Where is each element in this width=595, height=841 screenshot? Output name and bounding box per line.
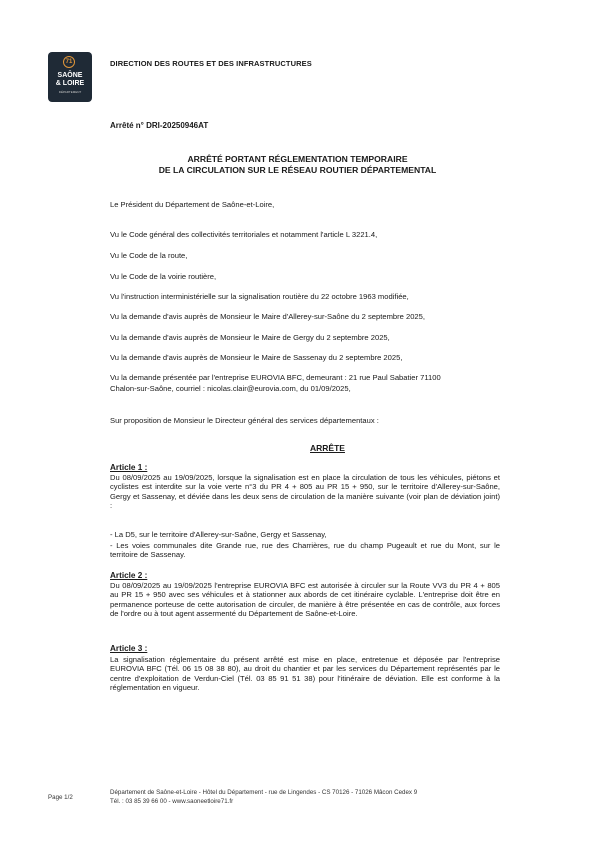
article1-heading: Article 1 : [110, 463, 148, 472]
visa-line: Vu l'instruction interministérielle sur la signalisation routière du 22 octobre 1963 modifiée, [110, 292, 409, 301]
visa-line: Vu le Code général des collectivités territoriales et notamment l'article L 3221.4, [110, 230, 378, 239]
footer-contact: Tél. : 03 85 39 66 00 - www.saoneetloire71.fr [110, 798, 234, 805]
footer-address: Département de Saône-et-Loire - Hôtel du Département - rue de Lingendes - CS 70126 - 71026 Mâcon Cedex 9 [110, 789, 418, 796]
visa-line: Vu la demande d'avis auprès de Monsieur le Maire de Gergy du 2 septembre 2025, [110, 333, 390, 342]
logo-mark-icon: 71 [63, 56, 75, 68]
direction-header: DIRECTION DES ROUTES ET DES INFRASTRUCTURES [110, 59, 312, 68]
decree-reference: Arrêté n° DRI-20250946AT [110, 121, 209, 130]
title-line2: DE LA CIRCULATION SUR LE RÉSEAU ROUTIER DÉPARTEMENTAL [158, 165, 437, 175]
request-line2: Chalon-sur-Saône, courriel : nicolas.clair@eurovia.com, du 01/09/2025, [110, 384, 351, 393]
article3-heading: Article 3 : [110, 644, 148, 653]
intro-line: Le Président du Département de Saône-et-Loire, [110, 200, 275, 209]
request-line1: Vu la demande présentée par l'entreprise EUROVIA BFC, demeurant : 21 rue Paul Sabatier 71100 [110, 373, 441, 382]
article2-text: Du 08/09/2025 au 19/09/2025 l'entreprise EUROVIA BFC est autorisée à circuler sur la Route VV3 du PR 4 + 805 au PR 15 + 950 avec ses véhicules et à stationner aux abords de cet itinéraire cyclable. L'entreprise doit être en permanence porteuse de cette autorisation de circuler, de manière à être présentée en cas de contrôle, aux forces de l'ordre ou à tout agent assermenté du Département de Saône-et-Loire. [110, 581, 500, 618]
visa-line: Vu la demande d'avis auprès de Monsieur le Maire d'Allerey-sur-Saône du 2 septembre 2025, [110, 312, 425, 321]
article1-bullet: - La D5, sur le territoire d'Allerey-sur-Saône, Gergy et Sassenay, [110, 530, 327, 539]
decision-heading: ARRÊTE [310, 443, 345, 453]
logo-line2: & LOIRE [55, 80, 85, 87]
visa-line: Vu le Code de la voirie routière, [110, 272, 217, 281]
visa-line: Vu le Code de la route, [110, 251, 188, 260]
article2-heading: Article 2 : [110, 571, 148, 580]
proposal-line: Sur proposition de Monsieur le Directeur général des services départementaux : [110, 416, 379, 425]
article1-text: Du 08/09/2025 au 19/09/2025, lorsque la signalisation est en place la circulation de tous les véhicules, piétons et cyclistes est interdite sur la voie verte n°3 du PR 4 + 805 au PR 15 + 950, sur le territoire d'Allerey-sur-Saône, Gergy et Sassenay, et déviée dans les deux sens de circulation de la manière suivante (voir plan de déviation joint) : [110, 473, 500, 510]
visa-line: Vu la demande d'avis auprès de Monsieur le Maire de Sassenay du 2 septembre 2025, [110, 353, 403, 362]
logo-line1: SAÔNE [57, 72, 83, 79]
page-number: Page 1/2 [48, 794, 73, 801]
logo-line3: DÉPARTEMENT [58, 90, 82, 94]
department-logo [48, 52, 92, 102]
title-line1: ARRÊTÉ PORTANT RÉGLEMENTATION TEMPORAIRE [187, 154, 408, 164]
article3-text: La signalisation réglementaire du présent arrêté est mise en place, entretenue et déposée par l'entreprise EUROVIA BFC (Tél. 06 15 08 38 80), au droit du chantier et par les services du Département représentés par le centre d'exploitation de Verdun-Ciel (Tél. 03 85 91 51 38) pour l'itinéraire de déviation. Elle est conforme à la réglementation en vigueur. [110, 655, 500, 692]
article1-bullet: - Les voies communales dite Grande rue, rue des Charrières, rue du champ Pugeault et rue du Mont, sur le territoire de Sassenay. [110, 541, 500, 560]
